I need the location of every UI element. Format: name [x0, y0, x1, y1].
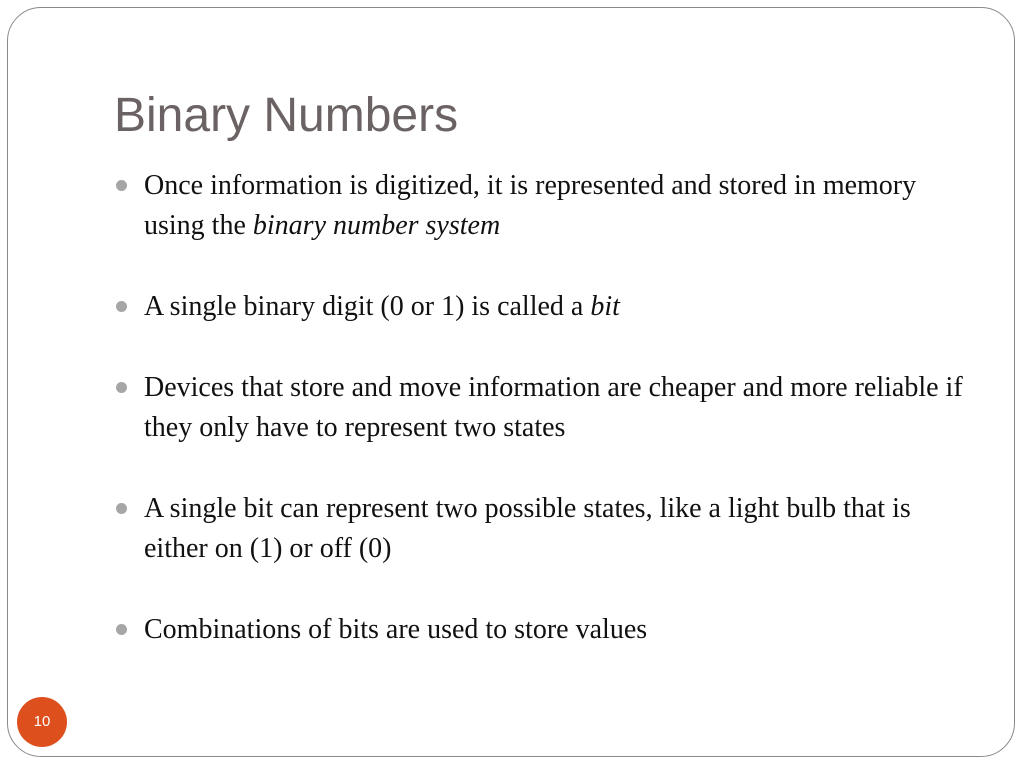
- bullet-dot-icon: [116, 503, 127, 514]
- bullet-dot-icon: [116, 301, 127, 312]
- bullet-emphasis: bit: [590, 291, 620, 322]
- bullet-item: [114, 287, 974, 327]
- bullet-dot-icon: [116, 382, 127, 393]
- bullet-dot-icon: [116, 180, 127, 191]
- bullet-dot-icon: [116, 624, 127, 635]
- bullet-text: A single binary digit (0 or 1) is called a: [144, 291, 591, 322]
- bullet-text: Combinations of bits are used to store values: [144, 614, 648, 645]
- bullet-list: [114, 166, 974, 691]
- bullet-text: Devices that store and move information are cheaper and more reliable if they only have to represent two states: [144, 372, 963, 443]
- bullet-emphasis: binary number system: [252, 210, 501, 241]
- slide-title: Binary Numbers: [114, 89, 459, 142]
- bullet-text: Once information is digitized, it is represented and stored in memory using the: [144, 170, 917, 241]
- page-number-badge: 10: [17, 697, 67, 747]
- bullet-item: [114, 610, 974, 650]
- bullet-item: [114, 368, 974, 448]
- bullet-text: A single bit can represent two possible states, like a light bulb that is either on (1) or off (0): [144, 493, 911, 564]
- bullet-item: [114, 489, 974, 569]
- bullet-item: [114, 166, 974, 246]
